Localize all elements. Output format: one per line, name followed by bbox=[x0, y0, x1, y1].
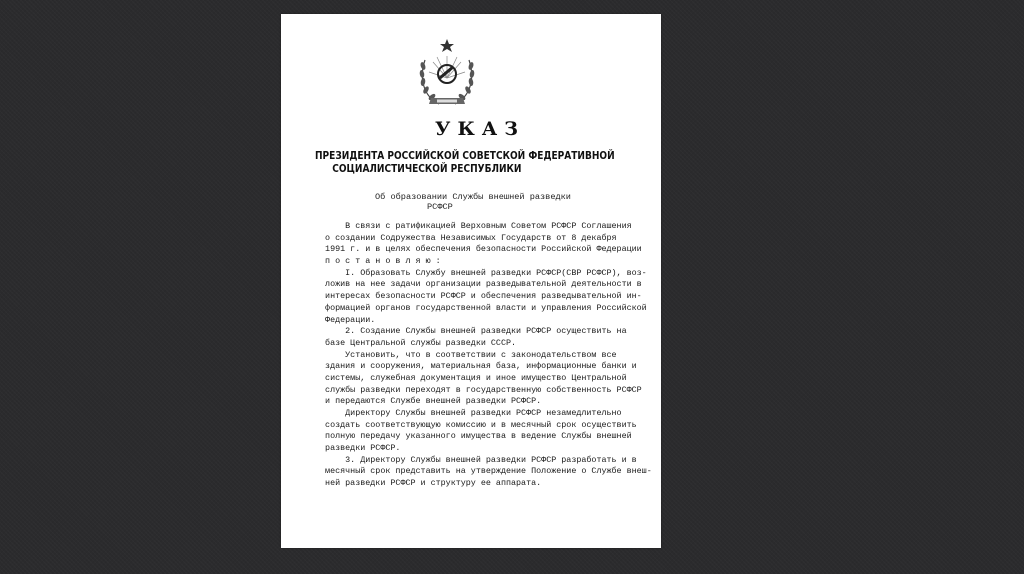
heading-line: РСФСР bbox=[427, 202, 453, 212]
body-text-line: системы, служебная документация и иное имущество Центральной bbox=[315, 372, 627, 383]
body-text-line: ней разведки РСФСР и структуру ее аппарата. bbox=[315, 478, 542, 489]
body-text-line: I. Образовать Службу внешней разведки РСФСР(СВР РСФСР), воз- bbox=[315, 267, 647, 278]
body-text-line: Установить, что в соответствии с законодательством все bbox=[315, 349, 617, 360]
body-text-line: месячный срок представить на утверждение Положение о Службе внеш- bbox=[315, 466, 652, 477]
body-text-line: 2. Создание Службы внешней разведки РСФСР осуществить на bbox=[315, 326, 627, 337]
body-text-line: полную передачу указанного имущества в ведение Службы внешней bbox=[315, 431, 632, 442]
document-body bbox=[315, 221, 652, 490]
body-text-line: базе Центральной службы разведки СССР. bbox=[315, 337, 517, 348]
body-text-line: ложив на нее задачи организации разведывательной деятельности в bbox=[315, 279, 642, 290]
body-text-line: Директору Службы внешней разведки РСФСР незамедлительно bbox=[315, 408, 622, 418]
body-text-line: формацией органов государственной власти и управления Российской bbox=[315, 302, 647, 313]
body-text-line: здания и сооружения, материальная база, информационные банки и bbox=[315, 361, 637, 372]
body-text-line: В связи с ратификацией Верховным Советом РСФСР Соглашения bbox=[315, 221, 632, 231]
subtitle-line: ПРЕЗИДЕНТА РОССИЙСКОЙ СОВЕТСКОЙ ФЕДЕРАТИВНОЙ bbox=[315, 150, 615, 162]
heading-line: Об образовании Службы внешней разведки bbox=[375, 192, 571, 202]
document-page bbox=[281, 14, 661, 548]
subtitle-line: СОЦИАЛИСТИЧЕСКОЙ РЕСПУБЛИКИ bbox=[332, 163, 522, 175]
body-text-line: 1991 г. и в целях обеспечения безопасности Российской Федерации bbox=[315, 244, 642, 255]
document-subtitle bbox=[315, 150, 615, 176]
body-text-line: Федерации. bbox=[315, 314, 376, 325]
body-text-line: разведки РСФСР. bbox=[315, 443, 401, 454]
body-text-line: п о с т а н о в л я ю : bbox=[315, 256, 441, 267]
rsfsr-emblem-icon bbox=[417, 38, 477, 110]
body-text-line: интересах безопасности РСФСР и обеспечения разведывательной ин- bbox=[315, 291, 642, 302]
body-text-line: службы разведки переходят в государственную собственность РСФСР bbox=[315, 384, 642, 395]
document-title: УКАЗ bbox=[435, 118, 525, 140]
body-text-line: и передаются Службе внешней разведки РСФСР. bbox=[315, 396, 542, 407]
body-text-line: 3. Директору Службы внешней разведки РСФСР разработать и в bbox=[315, 454, 637, 465]
document-heading bbox=[375, 192, 571, 212]
body-text-line: о создании Содружества Независимых Государств от 8 декабря bbox=[315, 232, 617, 243]
body-text-line: создать соответствующую комиссию и в месячный срок осуществить bbox=[315, 419, 637, 430]
